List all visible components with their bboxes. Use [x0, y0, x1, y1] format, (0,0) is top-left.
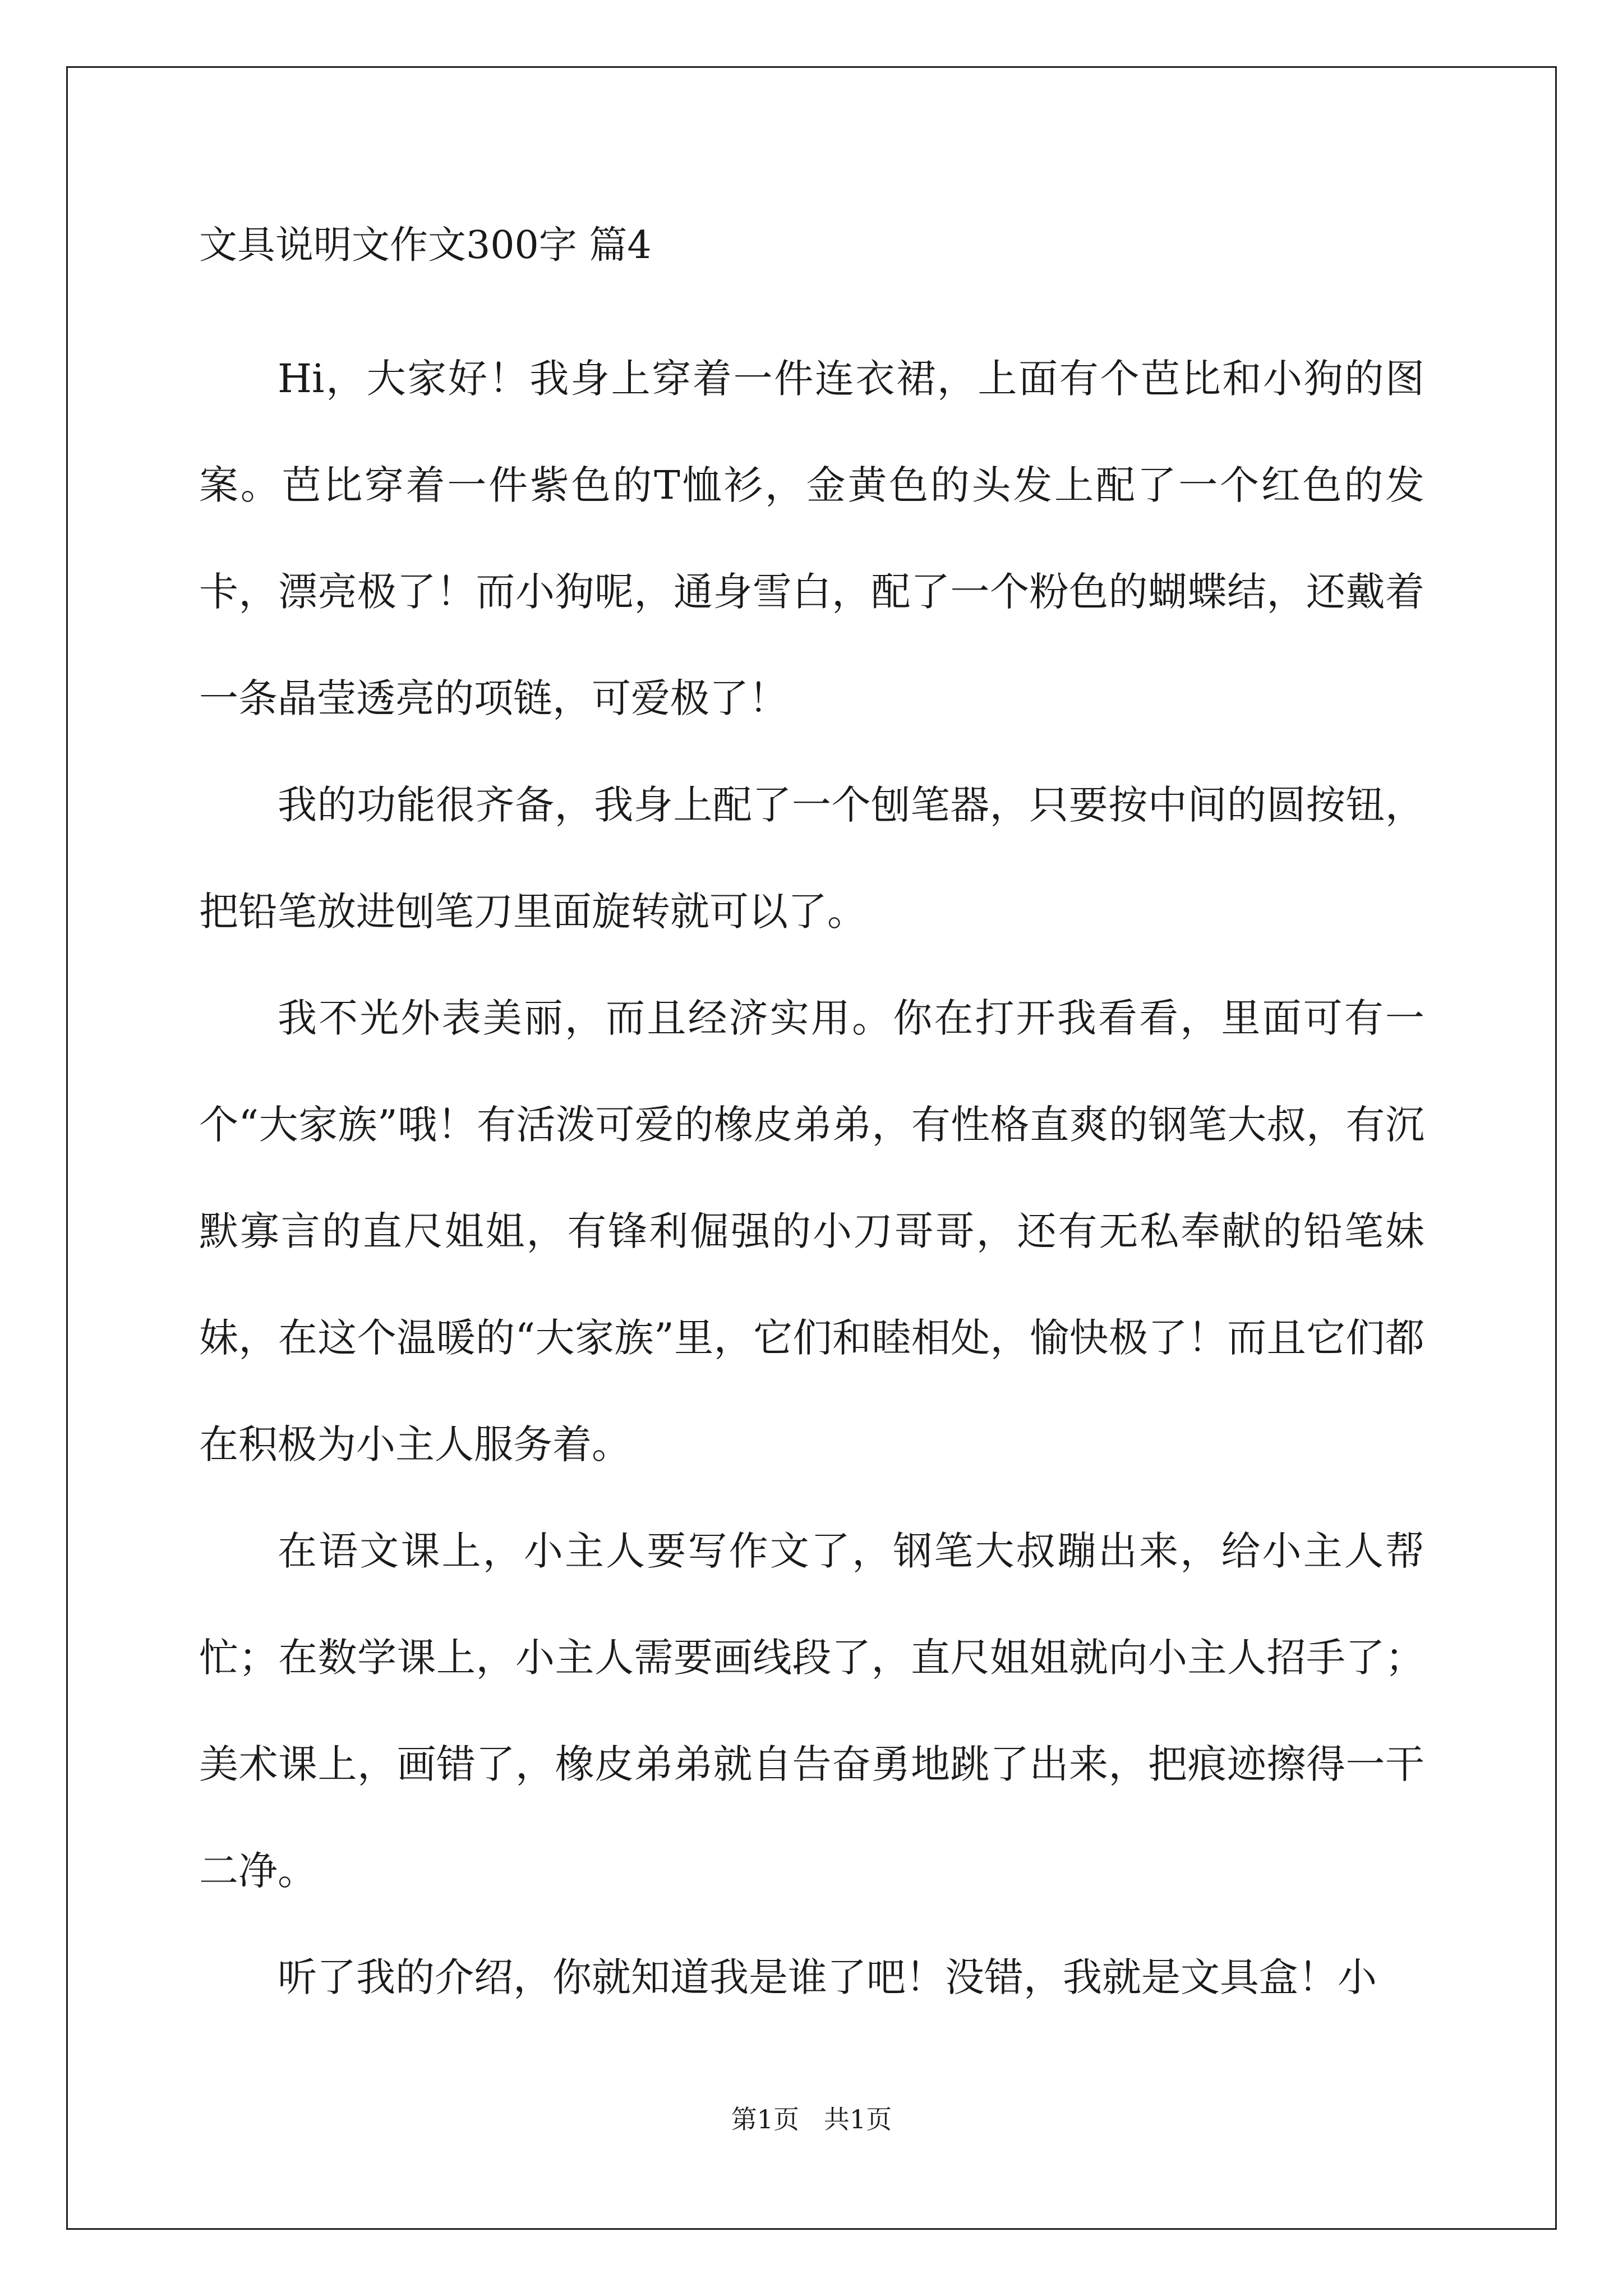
paragraph-4: 在语文课上，小主人要写作文了，钢笔大叔蹦出来，给小主人帮忙；在数学课上，小主人需要画线段了，直尺姐姐就向小主人招手了；美术课上，画错了，橡皮弟弟就自告奋勇地跳了出来，把痕迹擦得一干二净。 [199, 1528, 1424, 1894]
document-body [199, 219, 1424, 2031]
paragraph-2: 我的功能很齐备，我身上配了一个刨笔器，只要按中间的圆按钮，把铅笔放进刨笔刀里面旋转就可以了。 [199, 782, 1424, 935]
page-number: 第1页 共1页 [731, 2104, 892, 2134]
paragraph-3: 我不光外表美丽，而且经济实用。你在打开我看看，里面可有一个“大家族”哦！有活泼可爱的橡皮弟弟，有性格直爽的钢笔大叔，有沉默寡言的直尺姐姐，有锋利倔强的小刀哥哥，还有无私奉献的铅笔妹妹，在这个温暖的“大家族”里，它们和睦相处，愉快极了！而且它们都在积极为小主人服务着。 [199, 995, 1424, 1467]
document-title: 文具说明文作文300字 篇4 [199, 223, 652, 268]
paragraph-5: 听了我的介绍，你就知道我是谁了吧！没错，我就是文具盒！小 [278, 1954, 1377, 2000]
paragraph-1: Hi，大家好！我身上穿着一件连衣裙，上面有个芭比和小狗的图案。芭比穿着一件紫色的T恤衫，金黄色的头发上配了一个红色的发卡，漂亮极了！而小狗呢，通身雪白，配了一个粉色的蝴蝶结，还戴着一条晶莹透亮的项链，可爱极了！ [199, 356, 1424, 721]
